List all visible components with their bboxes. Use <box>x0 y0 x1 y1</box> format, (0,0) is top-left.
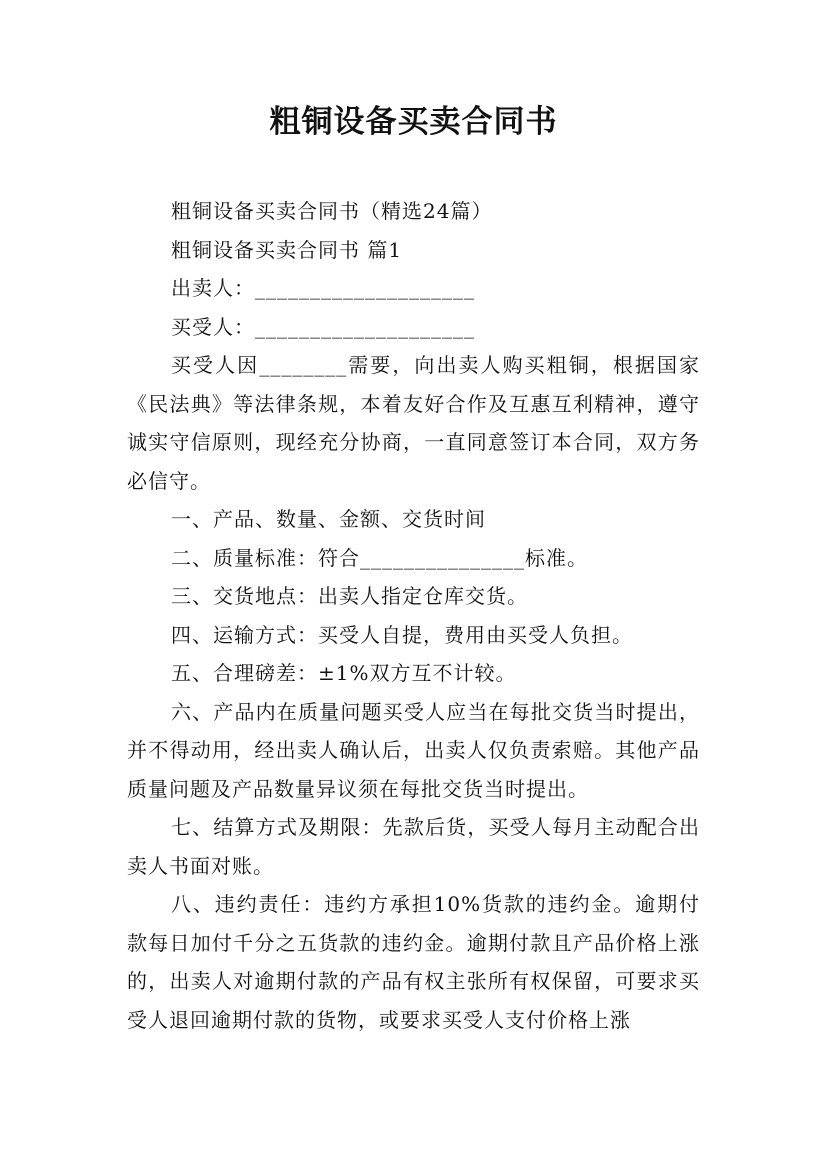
paragraph-clause-5: 五、合理磅差：±1%双方互不计较。 <box>171 661 517 685</box>
paragraph-clause-8: 八、违约责任：违约方承担10%货款的违约金。逾期付款每日加付千分之五货款的违约金。逾期付款且产品价格上涨的，出卖人对逾期付款的产品有权主张所有权保留，可要求买受人退回逾期付款的货物，或要求买受人支付价格上涨 <box>127 892 700 1032</box>
paragraph-clause-1: 一、产品、数量、金额、交货时间 <box>171 507 486 531</box>
document-body <box>127 192 700 1039</box>
paragraph-selection-note: 粗铜设备买卖合同书（精选24篇） <box>171 199 493 223</box>
paragraph-part-heading: 粗铜设备买卖合同书 篇1 <box>171 237 403 262</box>
paragraph-clause-2: 二、质量标准：符合_______________标准。 <box>171 545 588 570</box>
paragraph-clause-6: 六、产品内在质量问题买受人应当在每批交货当时提出，并不得动用，经出卖人确认后，出卖人仅负责索赔。其他产品质量问题及产品数量异议须在每批交货当时提出。 <box>127 699 700 801</box>
paragraph-preamble: 买受人因________需要，向出卖人购买粗铜，根据国家《民法典》等法律条规，本着友好合作及互惠互利精神，遵守诚实守信原则，现经充分协商，一直同意签订本合同，双方务必信守。 <box>127 353 700 493</box>
paragraph-clause-7: 七、结算方式及期限：先款后货，买受人每月主动配合出卖人书面对账。 <box>127 815 700 878</box>
paragraph-buyer-line: 买受人：____________________ <box>171 314 475 339</box>
paragraph-clause-4: 四、运输方式：买受人自提，费用由买受人负担。 <box>171 622 633 647</box>
paragraph-clause-3: 三、交货地点：出卖人指定仓库交货。 <box>171 584 528 608</box>
paragraph-seller-line: 出卖人：____________________ <box>171 276 475 300</box>
document-title: 粗铜设备买卖合同书 <box>269 104 558 140</box>
